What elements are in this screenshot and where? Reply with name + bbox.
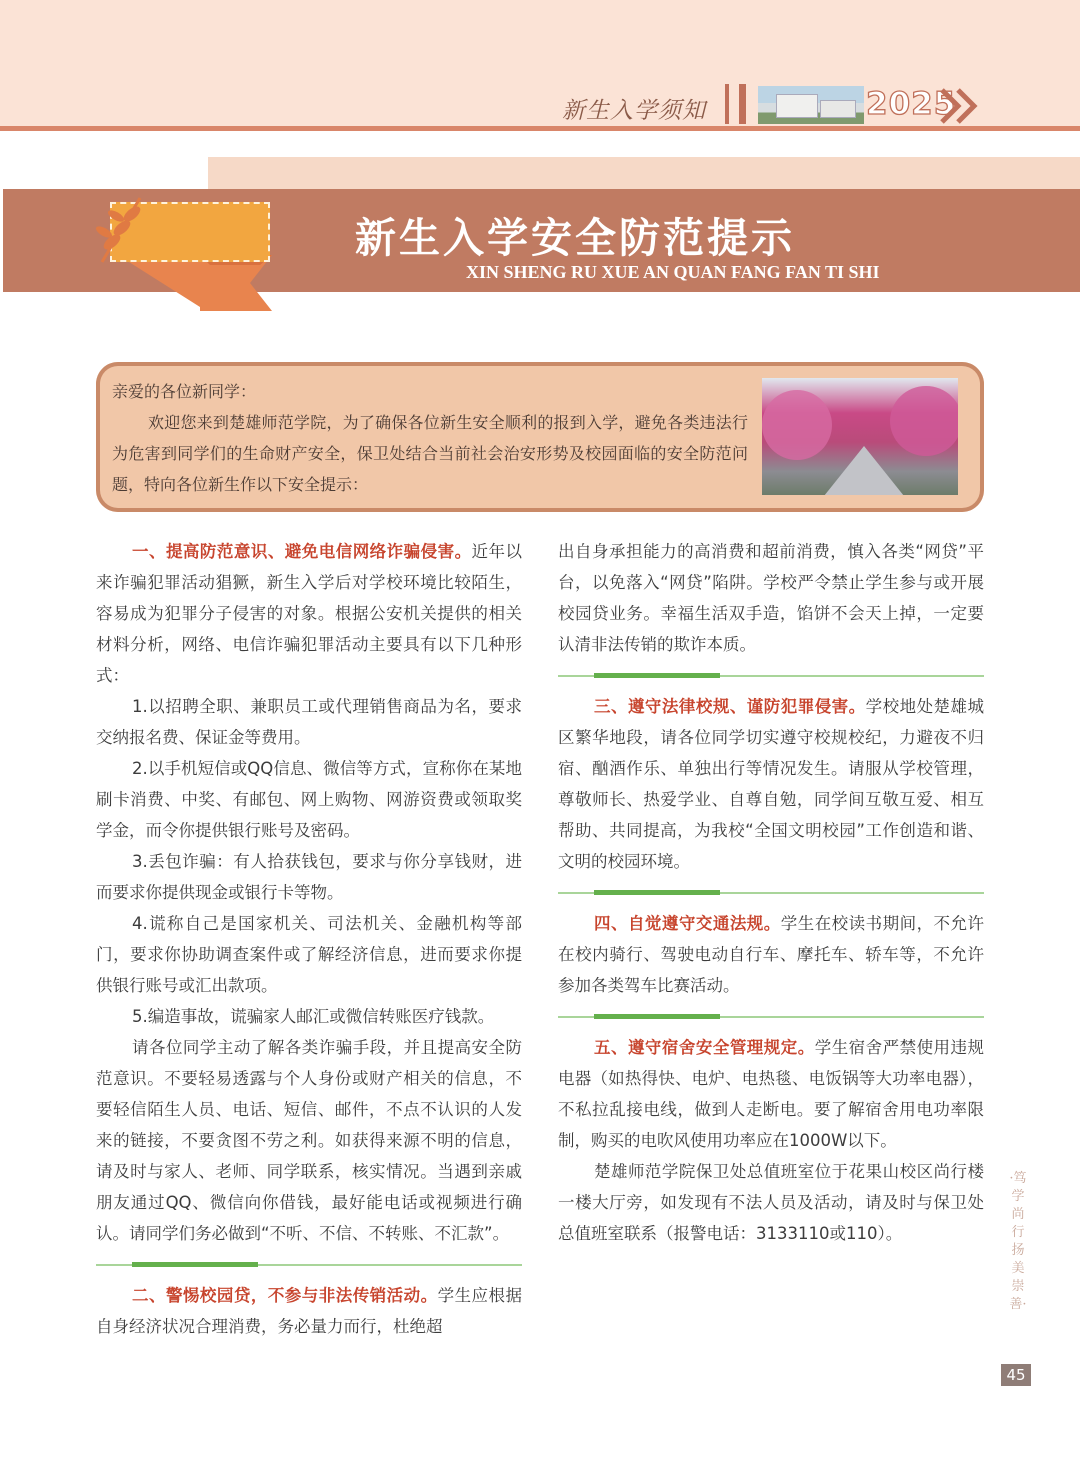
right-column	[558, 536, 984, 1249]
section-heading: 三、遵守法律校规、谨防犯罪侵害。	[594, 697, 866, 716]
section-divider	[558, 660, 984, 691]
section-heading: 五、遵守宿舍安全管理规定。	[594, 1038, 815, 1057]
intro-greeting: 亲爱的各位新同学：	[112, 382, 257, 401]
section-text: 近年以来诈骗犯罪活动猖獗，新生入学后对学校环境比较陌生，容易成为犯罪分子侵害的对象。根据公安机关提供的相关材料分析，网络、电信诈骗犯罪活动主要具有以下几种形式：	[96, 542, 523, 685]
header-rule	[0, 126, 1080, 131]
contact-paragraph: 楚雄师范学院保卫处总值班室位于花果山校区尚行楼一楼大厅旁，如发现有不法人员及活动，请及时与保卫处总值班室联系（报警电话：3133110或110）。	[558, 1162, 984, 1243]
list-item: 2.以手机短信或QQ信息、微信等方式，宣称你在某地刷卡消费、中奖、有邮包、网上购物、网游资费或领取奖学金，而令你提供银行账号及密码。	[96, 759, 522, 840]
section-divider	[558, 877, 984, 908]
header-bar	[725, 84, 729, 124]
section-2-continued: 出自身承担能力的高消费和超前消费，慎入各类“网贷”平台，以免落入“网贷”陷阱。学校严令禁止学生参与或开展校园贷业务。幸福生活双手造，馅饼不会天上掉，一定要认清非法传销的欺诈本质。	[558, 542, 984, 654]
section-text: 学生应根据自身经济状况合理消费，务必量力而行，杜绝超	[96, 1286, 523, 1336]
section-title: 新生入学须知	[562, 98, 706, 124]
section-heading: 四、自觉遵守交通法规。	[594, 914, 781, 933]
intro-body: 欢迎您来到楚雄师范学院，为了确保各位新生安全顺利的报到入学，避免各类违法行为危害到同学们的生命财产安全，保卫处结合当前社会治安形势及校园面临的安全防范问题，特向各位新生作以下安全提示：	[112, 413, 748, 494]
list-item: 3.丢包诈骗：有人拾获钱包，要求与你分享钱财，进而要求你提供现金或银行卡等物。	[96, 852, 522, 902]
section-1	[96, 536, 522, 691]
list-item: 1.以招聘全职、兼职员工或代理销售商品为名，要求交纳报名费、保证金等费用。	[96, 697, 522, 747]
page-number: 45	[1001, 1364, 1031, 1386]
list-item: 4.谎称自己是国家机关、司法机关、金融机构等部门，要求你协助调查案件或了解经济信息，进而要求你提供银行账号或汇出款项。	[96, 914, 522, 995]
section-text: 学校地处楚雄城区繁华地段，请各位同学切实遵守校规校纪，力避夜不归宿、酗酒作乐、单独出行等情况发生。请服从学校管理，尊敬师长、热爱学业、自尊自勉，同学间互敬互爱、相互帮助、共同提高，为我校“全国文明校园”工作创造和谐、文明的校园环境。	[558, 697, 985, 871]
chevron-right-icon	[938, 86, 988, 126]
intro-text	[112, 376, 748, 500]
section-text: 学生在校读书期间，不允许在校内骑行、驾驶电动自行车、摩托车、轿车等，不允许参加各类驾车比赛活动。	[558, 914, 985, 995]
section-5	[558, 1032, 984, 1156]
cherry-blossom-road-photo	[762, 378, 958, 495]
school-motto: ·笃学尚行 扬美崇善·	[1009, 1171, 1027, 1312]
advice-paragraph: 请各位同学主动了解各类诈骗手段，并且提高安全防范意识。不要轻易透露与个人身份或财产相关的信息，不要轻信陌生人员、电话、短信、邮件，不点不认识的人发来的链接，不要贪图不劳之利。如获得来源不明的信息，请及时与家人、老师、同学联系，核实情况。当遇到亲戚朋友通过QQ、微信向你借钱，最好能电话或视频进行确认。请同学们务必做到“不听、不信、不转账、不汇款”。	[96, 1038, 522, 1243]
section-4	[558, 908, 984, 1001]
title-shelf	[208, 157, 1080, 193]
section-divider	[96, 1249, 522, 1280]
page-subtitle: XIN SHENG RU XUE AN QUAN FANG FAN TI SHI	[466, 262, 880, 282]
section-divider	[558, 1001, 984, 1032]
leaf-icon	[92, 192, 152, 266]
list-item: 5.编造事故，谎骗家人邮汇或微信转账医疗钱款。	[132, 1007, 495, 1026]
page-title: 新生入学安全防范提示	[355, 214, 795, 262]
left-column	[96, 536, 522, 1342]
section-heading: 一、提高防范意识、避免电信网络诈骗侵害。	[132, 542, 472, 561]
section-heading: 二、警惕校园贷，不参与非法传销活动。	[132, 1286, 438, 1305]
header-bar	[739, 84, 746, 124]
section-2	[96, 1280, 522, 1342]
header-year: 2025	[866, 86, 957, 122]
section-3	[558, 691, 984, 877]
section-text: 学生宿舍严禁使用违规电器（如热得快、电炉、电热毯、电饭锅等大功率电器），不私拉乱接电线，做到人走断电。要了解宿舍用电功率限制，购买的电吹风使用功率应在1000W以下。	[558, 1038, 985, 1150]
campus-building-photo	[758, 86, 864, 124]
